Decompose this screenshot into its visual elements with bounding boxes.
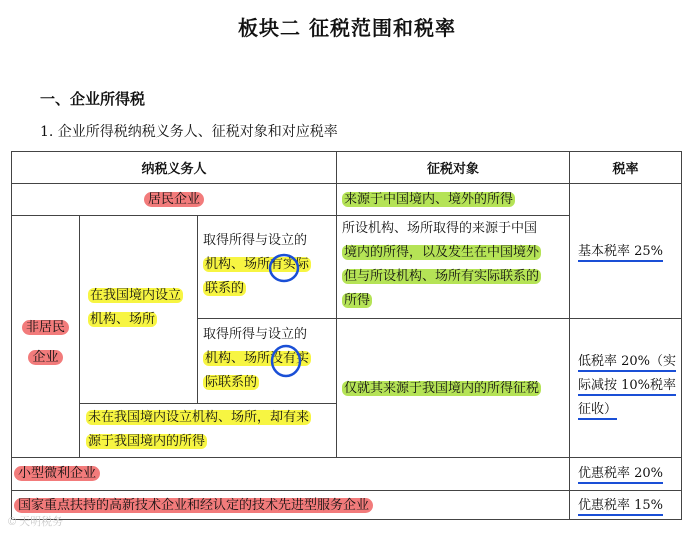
circle-annotation-you bbox=[268, 252, 304, 284]
with-establishment-line2: 机构、场所 bbox=[90, 312, 156, 327]
header-tax-rate: 税率 bbox=[612, 162, 639, 177]
circle-annotation-meiyou bbox=[270, 344, 306, 380]
nonresident-label-line2: 企业 bbox=[28, 350, 62, 365]
basic-tax-rate: 基本税率 25% bbox=[578, 244, 663, 262]
connected-case-line1: 取得所得与设立的 bbox=[203, 233, 308, 248]
subsection-heading: 1. 企业所得税纳税义务人、征税对象和对应税率 bbox=[40, 124, 338, 140]
resident-enterprise-label: 居民企业 bbox=[144, 192, 204, 207]
with-establishment-line1: 在我国境内设立 bbox=[90, 288, 182, 303]
connected-case-line2: 机构、场所有实际 bbox=[205, 257, 310, 272]
resident-tax-object: 来源于中国境内、境外的所得 bbox=[344, 192, 514, 207]
low-rate-line1: 低税率 20%（实 bbox=[578, 354, 676, 372]
unconnected-case-line1: 取得所得与设立的 bbox=[203, 327, 308, 342]
hightech-enterprise-rate: 优惠税率 15% bbox=[578, 498, 663, 516]
small-enterprise-rate: 优惠税率 20% bbox=[578, 466, 663, 484]
no-establishment-line2: 源于我国境内的所得 bbox=[88, 434, 206, 449]
header-tax-object: 征税对象 bbox=[426, 162, 479, 177]
low-rate-line3: 征收） bbox=[578, 402, 617, 420]
connected-object-line3: 但与所设机构、场所有实际联系的 bbox=[344, 269, 540, 284]
unconnected-case-line2: 机构、场所没有实 bbox=[205, 351, 310, 366]
low-tax-rate bbox=[578, 350, 676, 422]
section-heading: 一、企业所得税 bbox=[40, 90, 146, 108]
nonresident-label-line1: 非居民 bbox=[22, 320, 69, 335]
unconnected-case-line3: 际联系的 bbox=[205, 375, 258, 390]
no-establishment-line1: 未在我国境内设立机构、场所，却有来 bbox=[88, 410, 310, 425]
connected-case-line3: 联系的 bbox=[205, 281, 245, 296]
low-rate-line2: 际减按 10%税率 bbox=[578, 378, 676, 396]
header-taxpayer: 纳税义务人 bbox=[141, 162, 207, 177]
no-establishment bbox=[86, 406, 311, 454]
connected-object-line2: 境内的所得，以及发生在中国境外 bbox=[344, 245, 540, 260]
watermark: © 天明税务 bbox=[8, 516, 64, 528]
small-enterprise-label: 小型微利企业 bbox=[14, 466, 100, 481]
connected-object-line4: 所得 bbox=[344, 293, 371, 308]
connected-object-line1: 所设机构、场所取得的来源于中国 bbox=[342, 221, 538, 236]
limited-tax-object: 仅就其来源于我国境内的所得征税 bbox=[344, 381, 540, 396]
page-title: 板块二 征税范围和税率 bbox=[238, 16, 456, 40]
connected-tax-object bbox=[342, 217, 541, 313]
hightech-enterprise-label: 国家重点扶持的高新技术企业和经认定的技术先进型服务企业 bbox=[14, 498, 373, 513]
